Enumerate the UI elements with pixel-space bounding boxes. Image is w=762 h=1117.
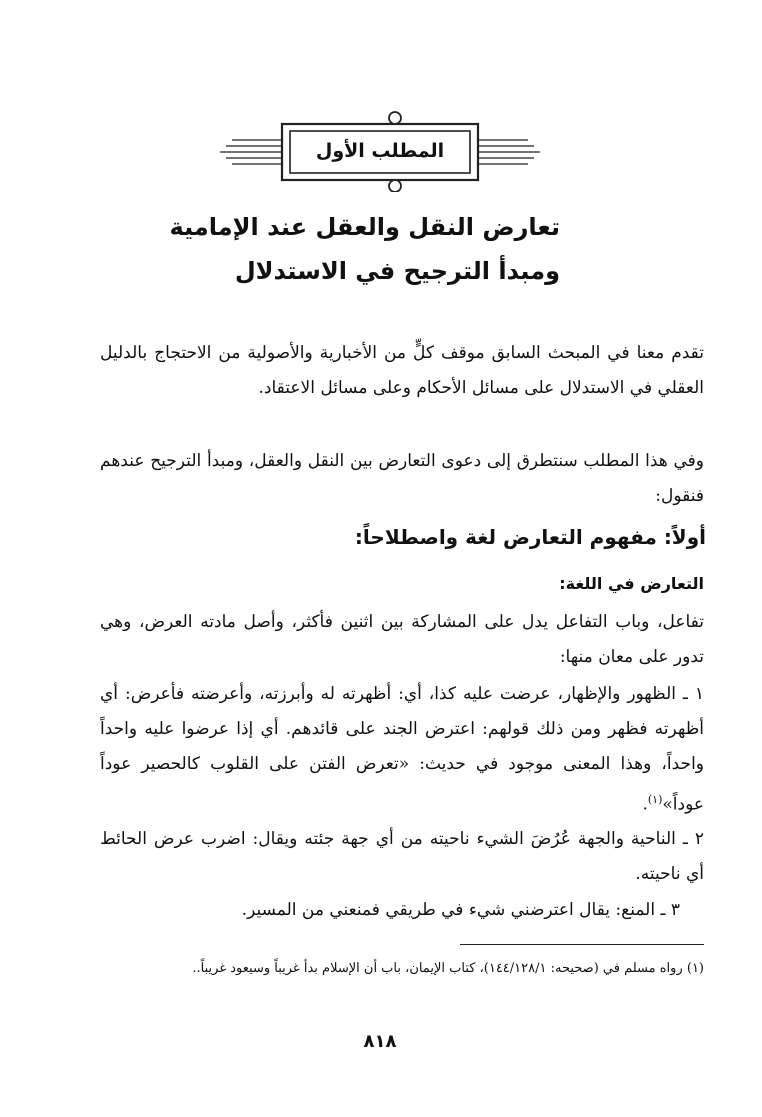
chapter-title-line-2: ومبدأ الترجيح في الاستدلال: [234, 257, 560, 285]
plan-paragraph: وفي هذا المطلب سنتطرق إلى دعوى التعارض بين النقل والعقل، ومبدأ الترجيح عندهم فنقول:: [100, 451, 704, 506]
meaning-1-end: .: [642, 794, 648, 815]
meaning-1-text: ١ ـ الظهور والإظهار، عرضت عليه كذا، أي: أظهرته له وأبرزته، وأعرضته فأعرض: أي أظهرته فظهر ومن ذلك قولهم: اعترض الجند على قائدهم. أي إذا عرضوا عليه واحداً واحداً، وهذا المعنى موجود في حديث: «تعرض الفتن على القلوب كالحصير عوداً عوداً»: [100, 684, 704, 815]
definition-paragraph: تفاعل، وباب التفاعل يدل على المشاركة بين اثنين فأكثر، وأصل مادته العرض، وهي تدور على معان منها:: [100, 612, 704, 667]
footnote-reference[interactable]: (١): [647, 793, 663, 806]
chapter-title-line-1: تعارض النقل والعقل عند الإمامية: [169, 213, 560, 241]
meaning-item-1: [100, 677, 704, 823]
footnote-divider: [460, 944, 704, 945]
subsection-heading: التعارض في اللغة:: [559, 574, 704, 593]
intro-paragraph: تقدم معنا في المبحث السابق موقف كلٍّ من الأخبارية والأصولية من الاحتجاج بالدليل العقلي في الاستدلال على مسائل الأحكام وعلى مسائل الاعتقاد.: [100, 343, 704, 398]
section-label: المطلب الأول: [315, 140, 445, 162]
section-heading: أولاً: مفهوم التعارض لغة واصطلاحاً:: [354, 525, 706, 549]
meaning-item-2: ٢ ـ الناحية والجهة عُرُضَ الشيء ناحيته من أي جهة جئته ويقال: اضرب عرض الحائط أي ناحيته.: [100, 829, 704, 884]
page-number: ٨١٨: [363, 1031, 397, 1052]
footnote: (١) رواه مسلم في (صحيحه: ١٤٤/١٢٨/١)، كتاب الإيمان، باب أن الإسلام بدأ غريباً وسيعود غريباً..: [192, 961, 704, 976]
meaning-item-3: ٣ ـ المنع: يقال اعترضني شيء في طريقي فمنعني من المسير.: [241, 900, 680, 920]
